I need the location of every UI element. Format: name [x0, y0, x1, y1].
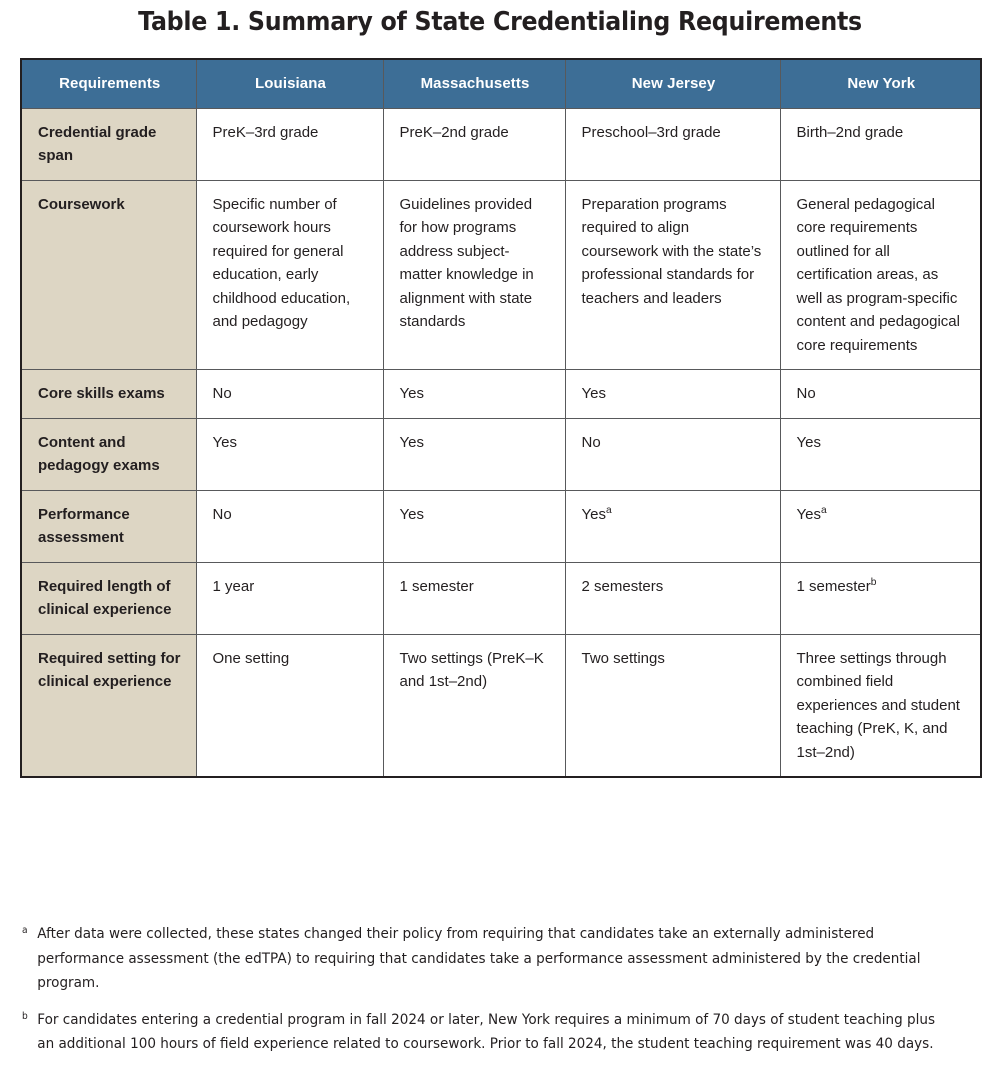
cell-core-skills-exams-louisiana: No — [196, 370, 383, 419]
cell-required-setting-louisiana: One setting — [196, 634, 383, 777]
footnotes — [22, 922, 980, 1069]
cell-core-skills-exams-massachusetts: Yes — [383, 370, 565, 419]
page-title: Table 1. Summary of State Credentialing Requirements — [138, 7, 862, 37]
cell-required-length-new-york — [780, 562, 981, 634]
cell-performance-assessment-louisiana: No — [196, 490, 383, 562]
cell-required-length-louisiana: 1 year — [196, 562, 383, 634]
cell-credential-grade-span-massachusetts: PreK–2nd grade — [383, 108, 565, 180]
footnote-ref-a: a — [605, 504, 612, 516]
table-row — [21, 370, 981, 419]
footnote-marker-b: b — [22, 1010, 28, 1022]
cell-coursework-new-york: General pedagogical core requirements outlined for all certification areas, as well as program-specific content and pedagogical core requirements — [780, 180, 981, 370]
cell-required-length-new-jersey: 2 semesters — [565, 562, 780, 634]
row-header-credential-grade-span: Credential grade span — [21, 108, 196, 180]
cell-credential-grade-span-new-york: Birth–2nd grade — [780, 108, 981, 180]
cell-required-setting-massachusetts: Two settings (PreK–K and 1st–2nd) — [383, 634, 565, 777]
table-row — [21, 418, 981, 490]
table-row — [21, 562, 981, 634]
cell-content-and-pedagogy-exams-new-jersey: No — [565, 418, 780, 490]
cell-value: Yes — [581, 505, 606, 523]
row-header-performance-assessment: Performance assessment — [21, 490, 196, 562]
cell-content-and-pedagogy-exams-massachusetts: Yes — [383, 418, 565, 490]
footnote-b — [22, 1008, 937, 1057]
cell-credential-grade-span-new-jersey: Preschool–3rd grade — [565, 108, 780, 180]
credentialing-table — [20, 58, 982, 778]
table-row — [21, 634, 981, 777]
row-header-core-skills-exams: Core skills exams — [21, 370, 196, 419]
table-body — [21, 108, 981, 777]
footnote-a — [22, 922, 937, 996]
footnote-ref-a: a — [820, 504, 827, 516]
column-header-requirements: Requirements — [21, 59, 196, 108]
header-row — [21, 59, 981, 108]
cell-coursework-louisiana: Specific number of coursework hours required for general education, early childhood education, and pedagogy — [196, 180, 383, 370]
row-header-required-setting-for-clinical-experience: Required setting for clinical experience — [21, 634, 196, 777]
column-header-new-jersey: New Jersey — [565, 59, 780, 108]
cell-required-setting-new-jersey: Two settings — [565, 634, 780, 777]
cell-performance-assessment-new-jersey — [565, 490, 780, 562]
column-header-massachusetts: Massachusetts — [383, 59, 565, 108]
cell-core-skills-exams-new-jersey: Yes — [565, 370, 780, 419]
table-row — [21, 108, 981, 180]
cell-value: 1 semester — [796, 577, 871, 595]
cell-content-and-pedagogy-exams-new-york: Yes — [780, 418, 981, 490]
cell-coursework-massachusetts: Guidelines provided for how programs address subject-matter knowledge in alignment with state standards — [383, 180, 565, 370]
column-header-new-york: New York — [780, 59, 981, 108]
row-header-required-length-of-clinical-experience: Required length of clinical experience — [21, 562, 196, 634]
column-header-louisiana: Louisiana — [196, 59, 383, 108]
cell-value: Yes — [796, 505, 821, 523]
credentialing-table-wrapper — [20, 58, 980, 778]
row-header-coursework: Coursework — [21, 180, 196, 370]
cell-content-and-pedagogy-exams-louisiana: Yes — [196, 418, 383, 490]
table-row — [21, 490, 981, 562]
cell-credential-grade-span-louisiana: PreK–3rd grade — [196, 108, 383, 180]
cell-required-length-massachusetts: 1 semester — [383, 562, 565, 634]
cell-performance-assessment-massachusetts: Yes — [383, 490, 565, 562]
cell-coursework-new-jersey: Preparation programs required to align coursework with the state’s professional standards for teachers and leaders — [565, 180, 780, 370]
table-row — [21, 180, 981, 370]
footnote-marker-a: a — [22, 925, 28, 936]
table-header — [21, 59, 981, 108]
row-header-content-and-pedagogy-exams: Content and pedagogy exams — [21, 418, 196, 490]
cell-required-setting-new-york: Three settings through combined field experiences and student teaching (PreK, K, and 1st–2nd) — [780, 634, 981, 777]
cell-core-skills-exams-new-york: No — [780, 370, 981, 419]
footnote-ref-b: b — [870, 576, 877, 588]
cell-performance-assessment-new-york — [780, 490, 981, 562]
footnote-text-a: After data were collected, these states changed their policy from requiring that candidates take an externally administered performance assessment (the edTPA) to requiring that candidates take a performance assessment administered by the credential program. — [37, 926, 921, 991]
footnote-text-b: For candidates entering a credential program in fall 2024 or later, New York requires a minimum of 70 days of student teaching plus an additional 100 hours of field experience related to coursework. Prior to fall 2024, the student teaching requirement was 40 days. — [37, 1011, 936, 1052]
